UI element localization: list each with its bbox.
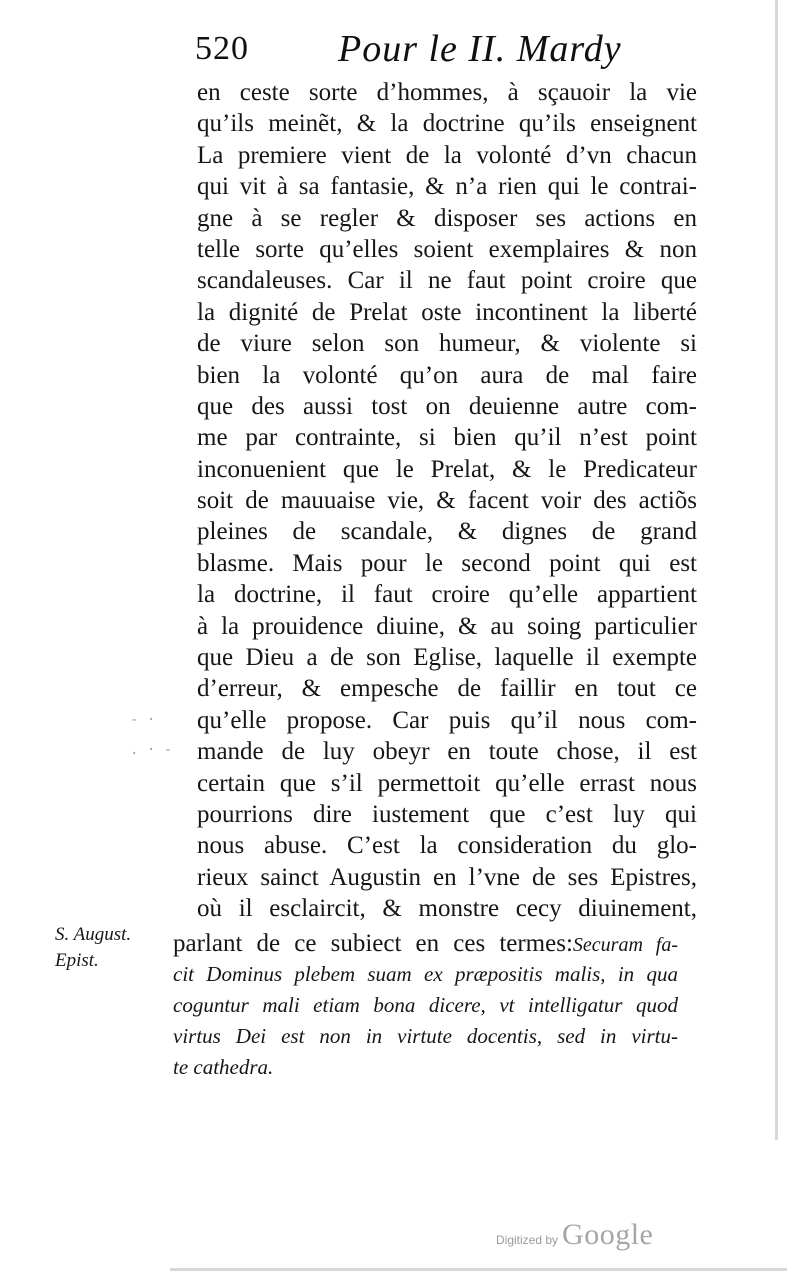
text-line: de viure selon son humeur, & violente si [197,330,697,358]
marginal-note [55,922,155,974]
text-line: mande de luy obeyr en toute chose, il est [197,738,697,766]
text-line: qu’elle propose. Car puis qu’il nous com- [197,706,697,734]
text-line: nous abuse. C’est la consideration du glo- [197,832,697,860]
watermark-prefix: Digitized by [496,1233,559,1247]
quote-lead-in: parlant de ce subiect en ces termes: [173,930,573,957]
marginal-note-line: Epist. [55,950,99,971]
text-line: en ceste sorte d’hommes, à sçauoir la vie [197,79,697,106]
text-line: certain que s’il permettoit qu’elle errast nous [197,769,697,797]
text-line: rieux sainct Augustin en l’vne de ses Epistres, [197,863,697,891]
text-line: scandaleuses. Car il ne faut point croire que [197,267,697,295]
google-logo: Google [562,1218,654,1251]
text-line: pleines de scandale, & dignes de grand [197,518,697,546]
page-edge-shadow [775,0,778,1140]
text-line: telle sorte qu’elles soient exemplaires & non [197,235,697,263]
text-line: La premiere vient de la volonté d’vn chacun [197,141,697,169]
text-line: qui vit à sa fantasie, & n’a rien qui le contrai- [197,173,697,201]
text-line: me par contrainte, si bien qu’il n’est point [197,424,697,452]
text-line: bien la volonté qu’on aura de mal faire [197,361,697,389]
bleed-mark: - · [130,712,156,728]
quote-latin-start: Securam fa- [572,934,678,956]
page-number: 520 [195,30,249,67]
text-line: à la prouidence diuine, & au soing particulier [197,612,697,640]
text-line: que des aussi tost on deuienne autre com- [197,392,697,420]
quote-line: coguntur mali etiam bona dicere, vt intelligatur quod [173,993,678,1017]
text-line: pourrions dire iustement que c’est luy qui [197,800,697,828]
quote-line [173,928,678,959]
text-line: soit de mauuaise vie, & facent voir des actiõs [197,487,697,515]
body-text [197,77,697,925]
text-line: où il esclaircit, & monstre cecy diuinement, [197,895,697,923]
digitized-by-google-watermark [496,1218,666,1258]
quote-line: te cathedra. [173,1055,274,1079]
text-line: blasme. Mais pour le second point qui est [197,549,697,577]
margin-bleed-marks [130,705,190,765]
bleed-mark: . · - [130,742,173,758]
running-title: Pour le II. Mardy [338,28,622,70]
text-line: inconuenient que le Prelat, & le Predicateur [197,455,697,483]
text-line: la dignité de Prelat oste incontinent la liberté [197,298,697,326]
text-line: la doctrine, il faut croire qu’elle appartient [197,581,697,609]
page-bottom-edge [170,1268,787,1271]
quote-line: cit Dominus plebem suam ex præpositis malis, in qua [173,962,678,986]
quote-line: virtus Dei est non in virtute docentis, sed in virtu- [173,1024,678,1048]
latin-quotation [173,928,678,1083]
text-line: gne à se regler & disposer ses actions en [197,204,697,232]
marginal-note-line: S. August. [55,924,132,945]
text-line: qu’ils meinẽt, & la doctrine qu’ils enseignent [197,110,697,138]
text-line: que Dieu a de son Eglise, laquelle il exempte [197,644,697,672]
text-line: d’erreur, & empesche de faillir en tout ce [197,675,697,703]
page-header [195,24,715,74]
